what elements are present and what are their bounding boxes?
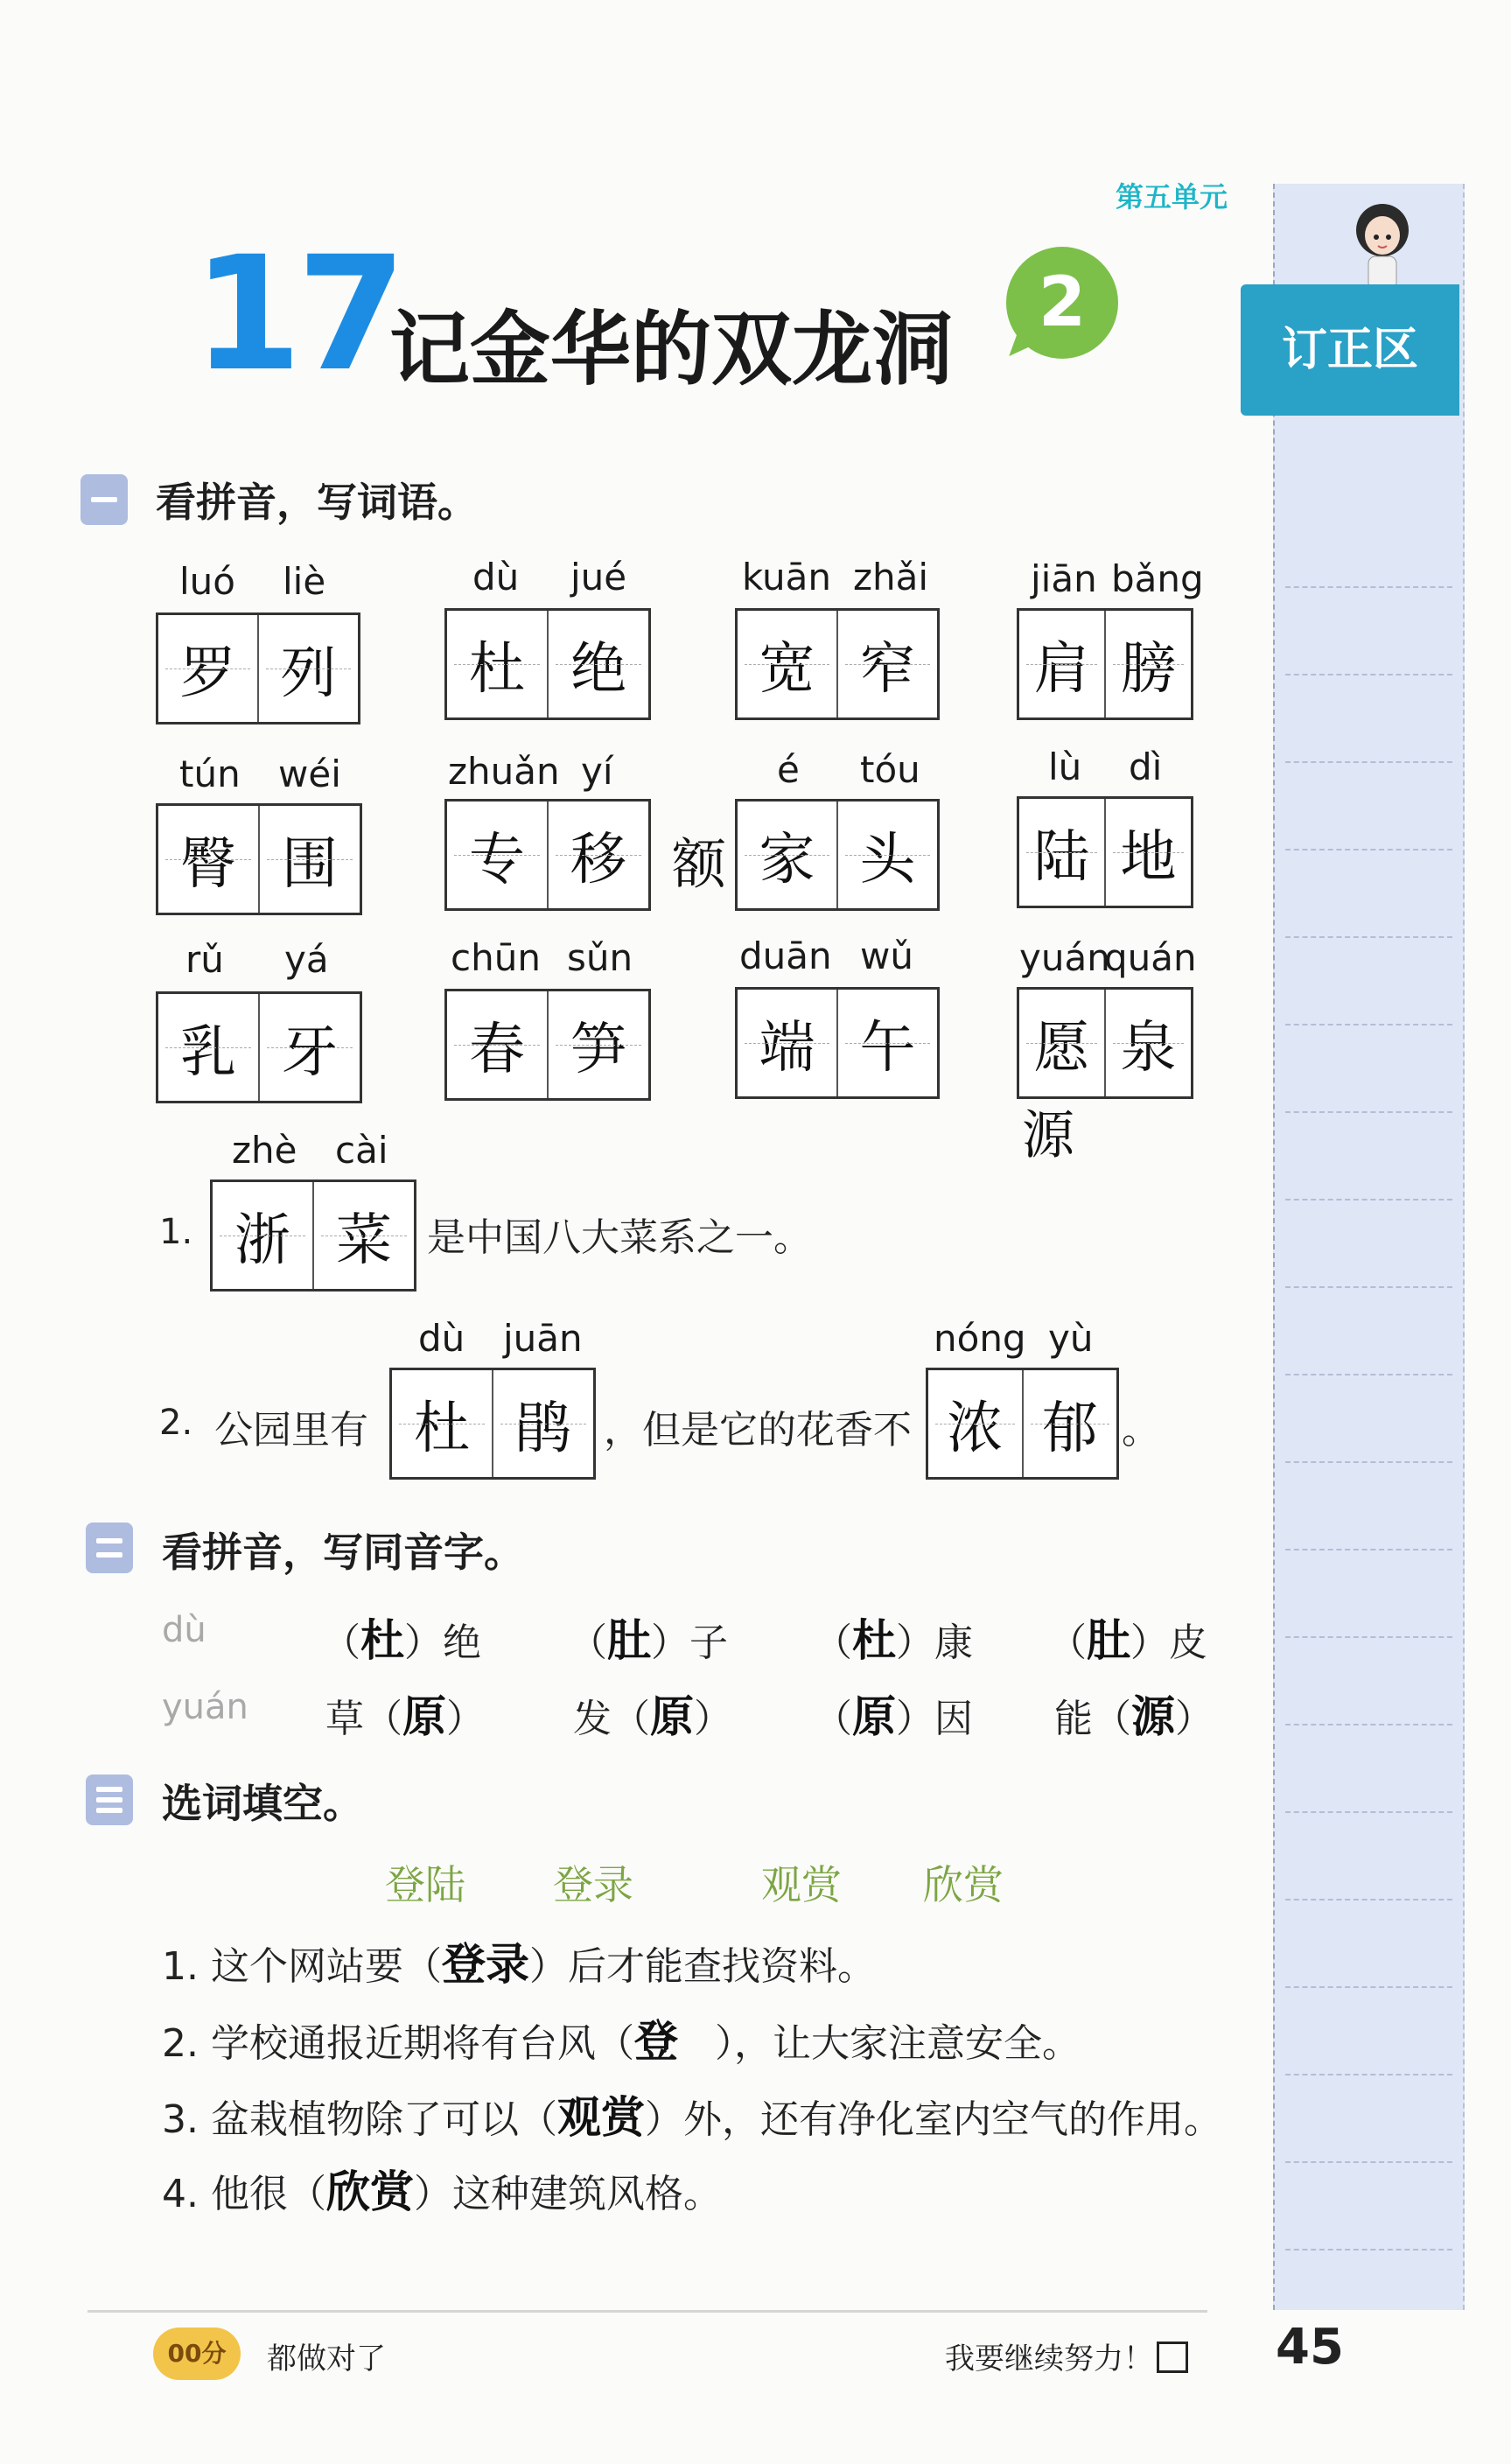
char-cell: 春 — [447, 991, 547, 1098]
pinyin: dì — [1129, 746, 1163, 788]
word-box — [444, 799, 651, 911]
sentence-text: 是中国八大菜系之一。 — [427, 1215, 812, 1260]
word-box — [735, 987, 940, 1099]
char-cell: 罗 — [158, 615, 257, 722]
pinyin: luó — [179, 560, 235, 603]
char-cell: 臀 — [158, 806, 258, 913]
item-number: 1. — [159, 1212, 193, 1252]
char-cell: 牙 — [258, 994, 360, 1101]
pinyin: liè — [283, 560, 326, 603]
pinyin: zhǎi — [853, 556, 929, 598]
pinyin: juān — [503, 1317, 583, 1360]
handwritten-correction: 额 — [672, 832, 727, 896]
score-badge: 00分 — [153, 2328, 241, 2380]
pinyin: wéi — [278, 752, 341, 795]
fill-item: （肚）皮 — [1048, 1614, 1207, 1666]
section-1-icon — [80, 474, 128, 525]
char-cell: 肩 — [1019, 611, 1104, 718]
char-cell: 泉 — [1104, 990, 1191, 1096]
pinyin: dù — [472, 556, 520, 598]
char-cell: 绝 — [547, 611, 648, 718]
char-cell: 笋 — [547, 991, 648, 1098]
word-box — [1017, 796, 1193, 908]
word-box — [444, 989, 651, 1101]
char-cell: 乳 — [158, 994, 258, 1101]
pinyin: cài — [335, 1129, 388, 1172]
pinyin-hint: yuán — [162, 1687, 248, 1727]
footer-text: 都做对了 — [267, 2342, 386, 2376]
fill-sentence: 4. 他很（欣赏）这种建筑风格。 — [162, 2166, 722, 2217]
word-box — [1017, 987, 1193, 1099]
lesson-part-badge: 2 — [1006, 247, 1118, 359]
char-cell: 地 — [1104, 799, 1191, 906]
pinyin-hint: dù — [162, 1610, 206, 1650]
pinyin: yí — [581, 750, 613, 793]
pinyin: kuān — [742, 556, 832, 598]
sentence-text: ，但是它的花香不 — [604, 1408, 912, 1452]
fill-item: （肚）子 — [569, 1614, 728, 1666]
pinyin: rǔ — [185, 938, 224, 981]
char-cell: 鹃 — [492, 1370, 593, 1477]
char-cell: 家 — [738, 802, 836, 908]
fill-sentence: 2. 学校通报近期将有台风（登 ），让大家注意安全。 — [162, 2015, 1081, 2067]
pinyin: yá — [284, 938, 329, 981]
char-cell: 宽 — [738, 611, 836, 718]
word-option: 登陆 — [385, 1861, 465, 1908]
char-cell: 围 — [258, 806, 360, 913]
fill-sentence: 3. 盆栽植物除了可以（观赏）外，还有净化室内空气的作用。 — [162, 2091, 1222, 2143]
char-cell: 陆 — [1019, 799, 1104, 906]
correction-area-tab: 订正区 — [1241, 284, 1459, 416]
pinyin: quán — [1104, 936, 1197, 979]
lesson-number: 17 — [192, 223, 402, 406]
pinyin: é — [777, 748, 800, 791]
word-box — [735, 799, 940, 911]
char-cell: 专 — [447, 802, 547, 908]
char-cell: 移 — [547, 802, 648, 908]
fill-item: 草（原） — [325, 1690, 485, 1742]
word-option: 欣赏 — [923, 1861, 1004, 1908]
fill-sentence: 1. 这个网站要（登录）后才能查找资料。 — [162, 1938, 876, 1990]
pinyin: bǎng — [1111, 557, 1204, 600]
char-cell: 郁 — [1022, 1370, 1117, 1477]
pinyin: yù — [1048, 1317, 1094, 1360]
pinyin: zhuǎn — [448, 750, 560, 793]
pinyin: tóu — [860, 748, 920, 791]
pinyin: tún — [179, 752, 241, 795]
char-cell: 愿 — [1019, 990, 1104, 1096]
unit-label: 第五单元 — [1116, 180, 1228, 214]
section-3-icon — [86, 1774, 133, 1825]
word-box — [156, 612, 360, 724]
char-cell: 膀 — [1104, 611, 1191, 718]
word-box — [444, 608, 651, 720]
pinyin: yuán — [1019, 936, 1110, 979]
pinyin: lù — [1048, 746, 1082, 788]
char-cell: 午 — [836, 990, 937, 1096]
girl-mascot-icon — [1347, 197, 1417, 293]
section-2-icon — [86, 1522, 133, 1573]
pinyin: jiān — [1031, 557, 1097, 600]
pinyin: nóng — [934, 1317, 1026, 1360]
pinyin: wǔ — [860, 934, 913, 977]
char-cell: 端 — [738, 990, 836, 1096]
char-cell: 菜 — [312, 1182, 414, 1289]
pinyin: duān — [739, 934, 832, 977]
section-3-title: 选词填空。 — [162, 1780, 363, 1827]
pinyin: sǔn — [567, 936, 633, 979]
char-cell: 杜 — [392, 1370, 492, 1477]
sentence-text: 。 — [1122, 1408, 1160, 1452]
word-option: 登录 — [553, 1861, 633, 1908]
item-number: 2. — [159, 1403, 193, 1443]
pinyin: zhè — [232, 1129, 297, 1172]
pinyin: chūn — [451, 936, 541, 979]
word-option: 观赏 — [761, 1861, 842, 1908]
fill-item: （原）因 — [814, 1690, 973, 1742]
word-box — [389, 1368, 596, 1480]
handwritten-correction: 源 — [1022, 1105, 1074, 1166]
checkbox[interactable] — [1157, 2342, 1188, 2373]
fill-item: （杜）绝 — [322, 1614, 481, 1666]
page-number: 45 — [1276, 2319, 1344, 2376]
char-cell: 头 — [836, 802, 937, 908]
char-cell: 列 — [257, 615, 358, 722]
fill-item: 发（原） — [573, 1690, 732, 1742]
char-cell: 浙 — [213, 1182, 312, 1289]
section-1-title: 看拼音，写词语。 — [156, 479, 478, 526]
word-box — [1017, 608, 1193, 720]
word-box — [735, 608, 940, 720]
word-box — [156, 991, 362, 1103]
lesson-title: 记金华的双龙洞 — [389, 303, 954, 396]
sentence-text: 公园里有 — [214, 1408, 368, 1452]
word-box — [210, 1180, 416, 1292]
word-box — [156, 803, 362, 915]
char-cell: 窄 — [836, 611, 937, 718]
footer-text: 我要继续努力！ — [945, 2342, 1153, 2376]
word-box — [926, 1368, 1119, 1480]
char-cell: 杜 — [447, 611, 547, 718]
section-2-title: 看拼音，写同音字。 — [162, 1529, 524, 1576]
fill-item: （杜）康 — [814, 1614, 973, 1666]
correction-strip — [1273, 184, 1465, 2310]
pinyin: jué — [570, 556, 627, 598]
fill-item: 能（源） — [1054, 1690, 1214, 1742]
pinyin: dù — [418, 1317, 465, 1360]
char-cell: 浓 — [928, 1370, 1022, 1477]
